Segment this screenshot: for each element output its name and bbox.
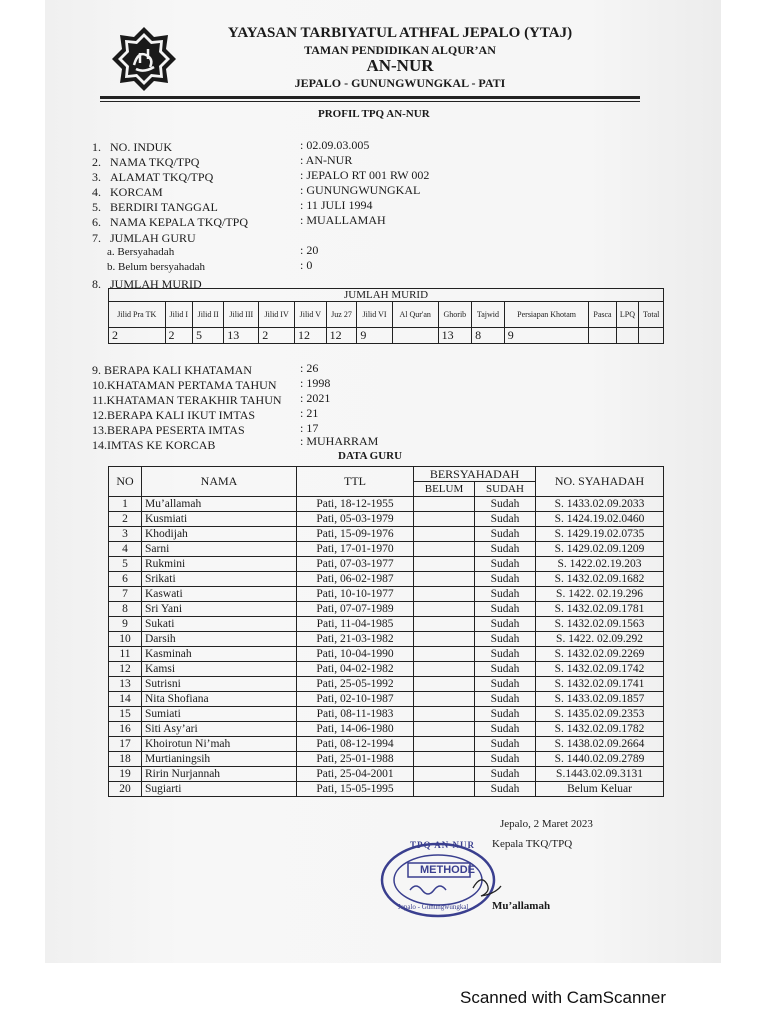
cell-syahadah: S. 1432.02.09.1682 <box>536 572 664 587</box>
murid-col-header: Jilid IV <box>259 302 295 328</box>
value-bersyahadah: : 20 <box>300 243 319 257</box>
value-khataman-terakhir: : 2021 <box>300 391 331 405</box>
cell-syahadah: S. 1429.02.09.1209 <box>536 542 664 557</box>
cell-nama: Darsih <box>142 632 297 647</box>
cell-ttl: Pati, 06-02-1987 <box>297 572 414 587</box>
table-row <box>109 767 664 782</box>
label-belum-bersyahadah: b. Belum bersyahadah <box>107 261 206 273</box>
value-khataman-pertama: : 1998 <box>300 376 331 390</box>
label-nama-tpq: NAMA TKQ/TPQ <box>110 155 200 169</box>
cell-syahadah: S. 1424.19.02.0460 <box>536 512 664 527</box>
cell-no: 3 <box>109 527 142 542</box>
stamp-text-method: METHODE <box>420 864 475 876</box>
ytaj-logo-icon <box>110 25 178 93</box>
cell-syahadah: S. 1429.19.02.0735 <box>536 527 664 542</box>
cell-syahadah: S. 1422. 02.09.292 <box>536 632 664 647</box>
cell-ttl: Pati, 15-05-1995 <box>297 782 414 797</box>
cell-ttl: Pati, 07-07-1989 <box>297 602 414 617</box>
cell-nama: Kusmiati <box>142 512 297 527</box>
cell-sudah: Sudah <box>475 512 536 527</box>
cell-sudah: Sudah <box>475 677 536 692</box>
cell-no: 6 <box>109 572 142 587</box>
col-sudah: SUDAH <box>475 482 536 497</box>
cell-nama: Sugiarti <box>142 782 297 797</box>
cell-no: 1 <box>109 497 142 512</box>
cell-no: 4 <box>109 542 142 557</box>
cell-ttl: Pati, 08-12-1994 <box>297 737 414 752</box>
item-number: 2. <box>92 155 101 169</box>
murid-col-value <box>616 328 639 344</box>
table-row <box>109 497 664 512</box>
cell-ttl: Pati, 07-03-1977 <box>297 557 414 572</box>
cell-no: 12 <box>109 662 142 677</box>
table-row <box>109 722 664 737</box>
value-imtas-korcab: : MUHARRAM <box>300 434 379 448</box>
label-khataman-pertama: 10.KHATAMAN PERTAMA TAHUN <box>92 378 277 392</box>
cell-nama: Sri Yani <box>142 602 297 617</box>
label-peserta-imtas: 13.BERAPA PESERTA IMTAS <box>92 423 245 437</box>
cell-syahadah: S. 1432.02.09.1563 <box>536 617 664 632</box>
cell-belum <box>414 662 475 677</box>
school-type: TAMAN PENDIDIKAN ALQUR’AN <box>304 43 496 57</box>
murid-col-header: Juz 27 <box>326 302 357 328</box>
cell-no: 5 <box>109 557 142 572</box>
col-no: NO <box>109 467 142 497</box>
cell-ttl: Pati, 10-04-1990 <box>297 647 414 662</box>
col-bersyahadah: BERSYAHADAH <box>414 467 536 482</box>
cell-syahadah: S. 1432.02.09.2269 <box>536 647 664 662</box>
cell-belum <box>414 632 475 647</box>
cell-ttl: Pati, 25-05-1992 <box>297 677 414 692</box>
label-ikut-imtas: 12.BERAPA KALI IKUT IMTAS <box>92 408 256 422</box>
cell-no: 20 <box>109 782 142 797</box>
cell-syahadah: S. 1422. 02.19.296 <box>536 587 664 602</box>
item-number: 7. <box>92 231 101 245</box>
cell-nama: Rukmini <box>142 557 297 572</box>
murid-col-value: 2 <box>259 328 295 344</box>
cell-sudah: Sudah <box>475 662 536 677</box>
cell-syahadah: Belum Keluar <box>536 782 664 797</box>
cell-syahadah: S. 1435.02.09.2353 <box>536 707 664 722</box>
murid-col-value: 13 <box>224 328 259 344</box>
value-ikut-imtas: : 21 <box>300 406 319 420</box>
table-row <box>109 752 664 767</box>
cell-belum <box>414 767 475 782</box>
cell-belum <box>414 692 475 707</box>
value-khataman: : 26 <box>300 361 319 375</box>
col-no-syahadah: NO. SYAHADAH <box>536 467 664 497</box>
cell-no: 18 <box>109 752 142 767</box>
label-jumlah-guru: JUMLAH GURU <box>110 231 196 245</box>
value-no-induk: : 02.09.03.005 <box>300 138 370 152</box>
cell-no: 10 <box>109 632 142 647</box>
foundation-name: YAYASAN TARBIYATUL ATHFAL JEPALO (YTAJ) <box>227 25 573 41</box>
cell-sudah: Sudah <box>475 497 536 512</box>
murid-col-value <box>639 328 664 344</box>
cell-no: 14 <box>109 692 142 707</box>
cell-syahadah: S. 1432.02.09.1782 <box>536 722 664 737</box>
murid-col-header: Jilid V <box>294 302 326 328</box>
cell-nama: Siti Asy’ari <box>142 722 297 737</box>
cell-belum <box>414 737 475 752</box>
cell-ttl: Pati, 11-04-1985 <box>297 617 414 632</box>
cell-sudah: Sudah <box>475 527 536 542</box>
murid-col-header: LPQ <box>616 302 639 328</box>
cell-sudah: Sudah <box>475 782 536 797</box>
table-row <box>109 602 664 617</box>
cell-ttl: Pati, 25-04-2001 <box>297 767 414 782</box>
cell-no: 19 <box>109 767 142 782</box>
label-khataman-terakhir: 11.KHATAMAN TERAKHIR TAHUN <box>92 393 282 407</box>
cell-nama: Mu’allamah <box>142 497 297 512</box>
murid-col-header: Persiapan Khotam <box>504 302 589 328</box>
cell-no: 13 <box>109 677 142 692</box>
table-row <box>109 557 664 572</box>
cell-sudah: Sudah <box>475 737 536 752</box>
cell-belum <box>414 647 475 662</box>
scanner-watermark: Scanned with CamScanner <box>460 988 667 1007</box>
col-nama: NAMA <box>142 467 297 497</box>
stamp-text-bottom: Jepalo - Gunungwungkal <box>398 903 469 911</box>
cell-nama: Ririn Nurjannah <box>142 767 297 782</box>
cell-ttl: Pati, 04-02-1982 <box>297 662 414 677</box>
cell-belum <box>414 617 475 632</box>
murid-col-value: 2 <box>165 328 193 344</box>
murid-col-header: Jilid I <box>165 302 193 328</box>
murid-col-header: Tajwid <box>472 302 505 328</box>
value-kepala: : MUALLAMAH <box>300 213 386 227</box>
cell-no: 8 <box>109 602 142 617</box>
table-row <box>109 542 664 557</box>
table-row <box>109 782 664 797</box>
table-row <box>109 632 664 647</box>
table-row <box>109 512 664 527</box>
cell-nama: Sutrisni <box>142 677 297 692</box>
cell-no: 9 <box>109 617 142 632</box>
cell-ttl: Pati, 25-01-1988 <box>297 752 414 767</box>
value-peserta-imtas: : 17 <box>300 421 319 435</box>
item-number: 8. <box>92 277 101 291</box>
cell-sudah: Sudah <box>475 647 536 662</box>
cell-no: 7 <box>109 587 142 602</box>
murid-col-header: Jilid VI <box>357 302 392 328</box>
col-belum: BELUM <box>414 482 475 497</box>
cell-belum <box>414 557 475 572</box>
school-name: AN-NUR <box>366 56 434 75</box>
murid-table-title: JUMLAH MURID <box>109 289 664 302</box>
label-no-induk: NO. INDUK <box>110 140 172 154</box>
cell-syahadah: S. 1422.02.19.203 <box>536 557 664 572</box>
cell-syahadah: S. 1432.02.09.1742 <box>536 662 664 677</box>
signer-position: Kepala TKQ/TPQ <box>492 838 573 850</box>
header-rule-thin <box>100 101 640 102</box>
cell-belum <box>414 677 475 692</box>
murid-col-value <box>589 328 616 344</box>
cell-sudah: Sudah <box>475 767 536 782</box>
cell-ttl: Pati, 05-03-1979 <box>297 512 414 527</box>
murid-col-header: Jilid II <box>193 302 224 328</box>
cell-syahadah: S. 1432.02.09.1781 <box>536 602 664 617</box>
header-rule <box>100 96 640 99</box>
table-row <box>109 587 664 602</box>
cell-sudah: Sudah <box>475 617 536 632</box>
label-khataman: 9. BERAPA KALI KHATAMAN <box>92 363 252 377</box>
cell-belum <box>414 572 475 587</box>
cell-ttl: Pati, 08-11-1983 <box>297 707 414 722</box>
cell-nama: Kaswati <box>142 587 297 602</box>
cell-sudah: Sudah <box>475 752 536 767</box>
cell-belum <box>414 527 475 542</box>
cell-nama: Sumiati <box>142 707 297 722</box>
value-korcam: : GUNUNGWUNGKAL <box>300 183 421 197</box>
cell-belum <box>414 542 475 557</box>
cell-syahadah: S. 1433.02.09.1857 <box>536 692 664 707</box>
cell-syahadah: S. 1433.02.09.2033 <box>536 497 664 512</box>
murid-col-header: Al Qur'an <box>392 302 438 328</box>
item-number: 4. <box>92 185 101 199</box>
cell-nama: Khodijah <box>142 527 297 542</box>
cell-no: 15 <box>109 707 142 722</box>
value-alamat: : JEPALO RT 001 RW 002 <box>300 168 430 182</box>
place-date: Jepalo, 2 Maret 2023 <box>500 818 593 830</box>
signer-name: Mu’allamah <box>492 900 551 912</box>
label-alamat: ALAMAT TKQ/TPQ <box>110 170 214 184</box>
cell-sudah: Sudah <box>475 557 536 572</box>
cell-syahadah: S. 1432.02.09.1741 <box>536 677 664 692</box>
murid-col-header: Pasca <box>589 302 616 328</box>
item-number: 5. <box>92 200 101 214</box>
cell-syahadah: S. 1438.02.09.2664 <box>536 737 664 752</box>
table-row <box>109 692 664 707</box>
cell-sudah: Sudah <box>475 722 536 737</box>
cell-belum <box>414 497 475 512</box>
table-row <box>109 527 664 542</box>
murid-col-value: 2 <box>109 328 166 344</box>
cell-nama: Kasminah <box>142 647 297 662</box>
cell-sudah: Sudah <box>475 632 536 647</box>
murid-col-header: Jilid III <box>224 302 259 328</box>
cell-no: 11 <box>109 647 142 662</box>
table-row <box>109 617 664 632</box>
table-row <box>109 572 664 587</box>
item-number: 1. <box>92 140 101 154</box>
cell-sudah: Sudah <box>475 587 536 602</box>
cell-belum <box>414 707 475 722</box>
cell-nama: Kamsi <box>142 662 297 677</box>
cell-belum <box>414 722 475 737</box>
murid-col-value: 13 <box>438 328 471 344</box>
cell-belum <box>414 512 475 527</box>
cell-nama: Nita Shofiana <box>142 692 297 707</box>
murid-col-header: Total <box>639 302 664 328</box>
label-kepala: NAMA KEPALA TKQ/TPQ <box>110 215 249 229</box>
school-location: JEPALO - GUNUNGWUNGKAL - PATI <box>294 76 506 90</box>
murid-col-header: Ghorib <box>438 302 471 328</box>
cell-nama: Sarni <box>142 542 297 557</box>
table-row <box>109 707 664 722</box>
murid-col-value: 9 <box>357 328 392 344</box>
label-korcam: KORCAM <box>110 185 163 199</box>
cell-nama: Khoirotun Ni’mah <box>142 737 297 752</box>
cell-belum <box>414 752 475 767</box>
murid-col-header: Jilid Pra TK <box>109 302 166 328</box>
cell-sudah: Sudah <box>475 692 536 707</box>
cell-sudah: Sudah <box>475 542 536 557</box>
cell-sudah: Sudah <box>475 707 536 722</box>
table-row <box>109 647 664 662</box>
murid-col-value <box>392 328 438 344</box>
col-ttl: TTL <box>297 467 414 497</box>
item-number: 6. <box>92 215 101 229</box>
murid-col-value: 8 <box>472 328 505 344</box>
cell-belum <box>414 602 475 617</box>
cell-ttl: Pati, 10-10-1977 <box>297 587 414 602</box>
cell-belum <box>414 782 475 797</box>
cell-nama: Srikati <box>142 572 297 587</box>
cell-no: 17 <box>109 737 142 752</box>
value-berdiri: : 11 JULI 1994 <box>300 198 373 212</box>
label-bersyahadah: a. Bersyahadah <box>107 246 175 258</box>
label-jumlah-murid: JUMLAH MURID <box>110 277 202 291</box>
cell-syahadah: S.1443.02.09.3131 <box>536 767 664 782</box>
profile-title: PROFIL TPQ AN-NUR <box>318 108 430 120</box>
cell-ttl: Pati, 02-10-1987 <box>297 692 414 707</box>
cell-no: 2 <box>109 512 142 527</box>
cell-nama: Sukati <box>142 617 297 632</box>
item-number: 3. <box>92 170 101 184</box>
cell-ttl: Pati, 18-12-1955 <box>297 497 414 512</box>
cell-nama: Murtianingsih <box>142 752 297 767</box>
table-row <box>109 737 664 752</box>
guru-title: DATA GURU <box>338 450 403 462</box>
murid-col-value: 12 <box>294 328 326 344</box>
label-berdiri: BERDIRI TANGGAL <box>110 200 218 214</box>
murid-col-value: 12 <box>326 328 357 344</box>
cell-belum <box>414 587 475 602</box>
murid-table <box>108 288 664 344</box>
cell-ttl: Pati, 15-09-1976 <box>297 527 414 542</box>
value-nama-tpq: : AN-NUR <box>300 153 353 167</box>
cell-no: 16 <box>109 722 142 737</box>
murid-col-value: 5 <box>193 328 224 344</box>
table-row <box>109 677 664 692</box>
value-belum-bersyahadah: : 0 <box>300 258 313 272</box>
cell-ttl: Pati, 17-01-1970 <box>297 542 414 557</box>
cell-ttl: Pati, 14-06-1980 <box>297 722 414 737</box>
cell-sudah: Sudah <box>475 602 536 617</box>
label-imtas-korcab: 14.IMTAS KE KORCAB <box>92 438 216 452</box>
cell-sudah: Sudah <box>475 572 536 587</box>
guru-table <box>108 466 664 797</box>
cell-syahadah: S. 1440.02.09.2789 <box>536 752 664 767</box>
cell-ttl: Pati, 21-03-1982 <box>297 632 414 647</box>
table-row <box>109 662 664 677</box>
murid-col-value: 9 <box>504 328 589 344</box>
stamp-text-top: TPQ AN NUR <box>410 840 476 850</box>
